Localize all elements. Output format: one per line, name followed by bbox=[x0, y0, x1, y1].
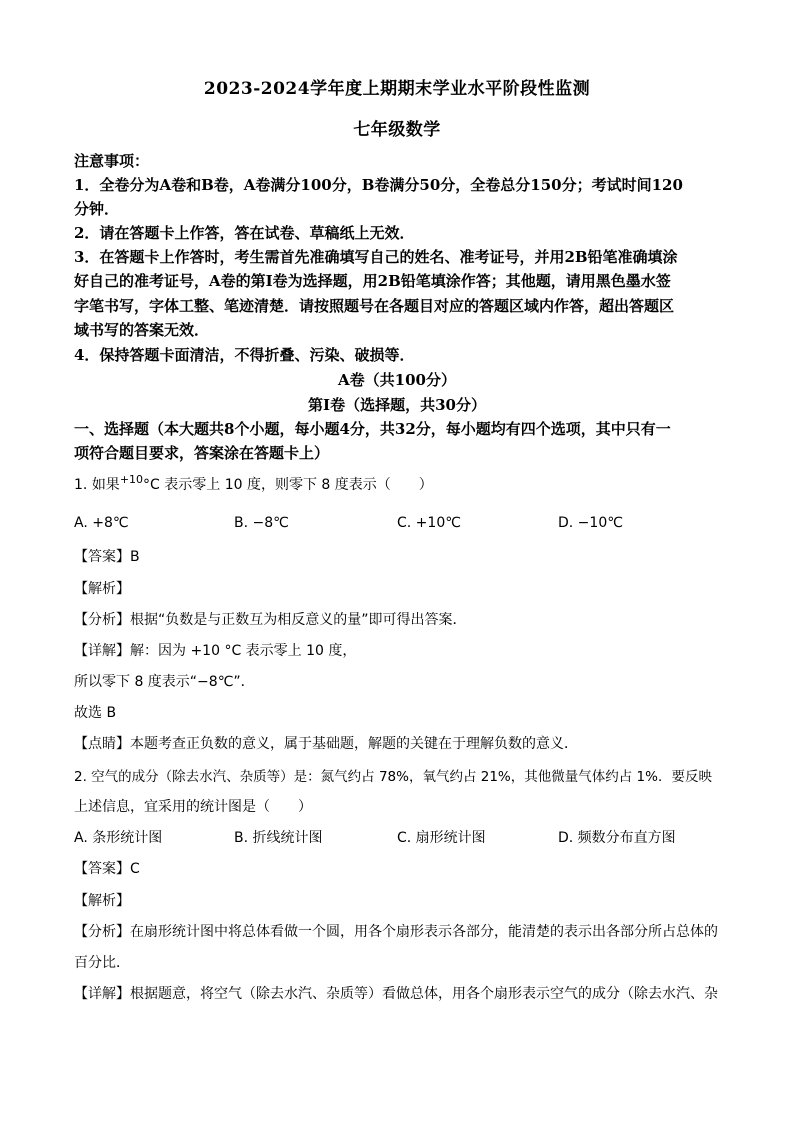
notice-line: 3．在答题卡上作答时，考生需首先准确填写自己的姓名、准考证号，并用2B铅笔准确填涂 bbox=[74, 248, 678, 266]
q2-option-a: A. 条形统计图 bbox=[74, 830, 163, 846]
q2-option-c: C. 扇形统计图 bbox=[397, 830, 486, 846]
notice-line: 4．保持答题卡面清洁，不得折叠、污染、破损等． bbox=[74, 346, 415, 364]
part1-title: 第Ⅰ卷（选择题，共30分） bbox=[308, 396, 486, 414]
q2-analysis-label: 【解析】 bbox=[74, 893, 130, 909]
q2-stem: 上述信息，宜采用的统计图是（ ） bbox=[74, 799, 312, 815]
notice-line: 1．全卷分为A卷和B卷，A卷满分100分，B卷满分50分，全卷总分150分；考试时间120 bbox=[74, 176, 683, 194]
q1-option-d: D. −10℃ bbox=[558, 515, 623, 531]
notice-line: 域书写的答案无效． bbox=[74, 321, 210, 339]
q1-stem bbox=[74, 474, 724, 494]
instructions-line: 一、选择题（本大题共8个小题，每小题4分，共32分，每小题均有四个选项，其中只有一 bbox=[74, 420, 671, 438]
q1-dianjing: 【点睛】本题考查正负数的意义，属于基础题，解题的关键在于理解负数的意义． bbox=[74, 736, 578, 752]
q2-fenxi: 【分析】在扇形统计图中将总体看做一个圆，用各个扇形表示各部分，能清楚的表示出各部分所占总体的 bbox=[74, 924, 718, 940]
notice-line: 好自己的准考证号，A卷的第Ⅰ卷为选择题，用2B铅笔填涂作答；其他题，请用黑色墨水签 bbox=[74, 272, 671, 290]
exam-title: 2023-2024学年度上期期末学业水平阶段性监测 bbox=[203, 79, 591, 99]
q1-xiangjie: 故选 B bbox=[74, 705, 117, 721]
q1-stem-sup: +10 bbox=[119, 473, 144, 486]
q1-xiangjie: 【详解】解：因为 +10 °C 表示零上 10 度， bbox=[74, 643, 357, 659]
q1-number: 1. bbox=[74, 477, 88, 493]
q2-option-b: B. 折线统计图 bbox=[234, 830, 323, 846]
notice-line: 分钟． bbox=[74, 200, 120, 218]
q2-answer: 【答案】C bbox=[74, 861, 140, 877]
notice-heading: 注意事项： bbox=[74, 152, 150, 170]
section-a-title: A卷（共100分） bbox=[338, 371, 456, 389]
q2-stem: 2. 空气的成分（除去水汽、杂质等）是：氮气约占 78%，氧气约占 21%，其他微量气体约占 1%．要反映 bbox=[74, 769, 712, 785]
q2-fenxi: 百分比． bbox=[74, 955, 130, 971]
exam-subtitle: 七年级数学 bbox=[353, 120, 441, 140]
q1-xiangjie: 所以零下 8 度表示“−8℃”． bbox=[74, 674, 255, 690]
notice-line: 2．请在答题卡上作答，答在试卷、草稿纸上无效． bbox=[74, 224, 415, 242]
q1-option-b: B. −8℃ bbox=[234, 515, 289, 531]
q1-fenxi: 【分析】根据“负数是与正数互为相反意义的量”即可得出答案． bbox=[74, 612, 467, 628]
q1-stem-pre: 如果 bbox=[91, 477, 120, 493]
q2-option-d: D. 频数分布直方图 bbox=[558, 830, 676, 846]
instructions-line: 项符合题目要求，答案涂在答题卡上） bbox=[74, 444, 330, 462]
q1-stem-post: °C 表示零上 10 度，则零下 8 度表示（ ） bbox=[143, 477, 433, 493]
q1-answer: 【答案】B bbox=[74, 549, 140, 565]
notice-line: 字笔书写，字体工整、笔迹清楚．请按照题号在各题目对应的答题区域内作答，超出答题区 bbox=[74, 297, 675, 315]
q2-xiangjie: 【详解】根据题意，将空气（除去水汽、杂质等）看做总体，用各个扇形表示空气的成分（除去水汽、杂 bbox=[74, 986, 718, 1002]
q1-option-a: A. +8℃ bbox=[74, 515, 129, 531]
q1-analysis-label: 【解析】 bbox=[74, 581, 130, 597]
q1-option-c: C. +10℃ bbox=[397, 515, 461, 531]
